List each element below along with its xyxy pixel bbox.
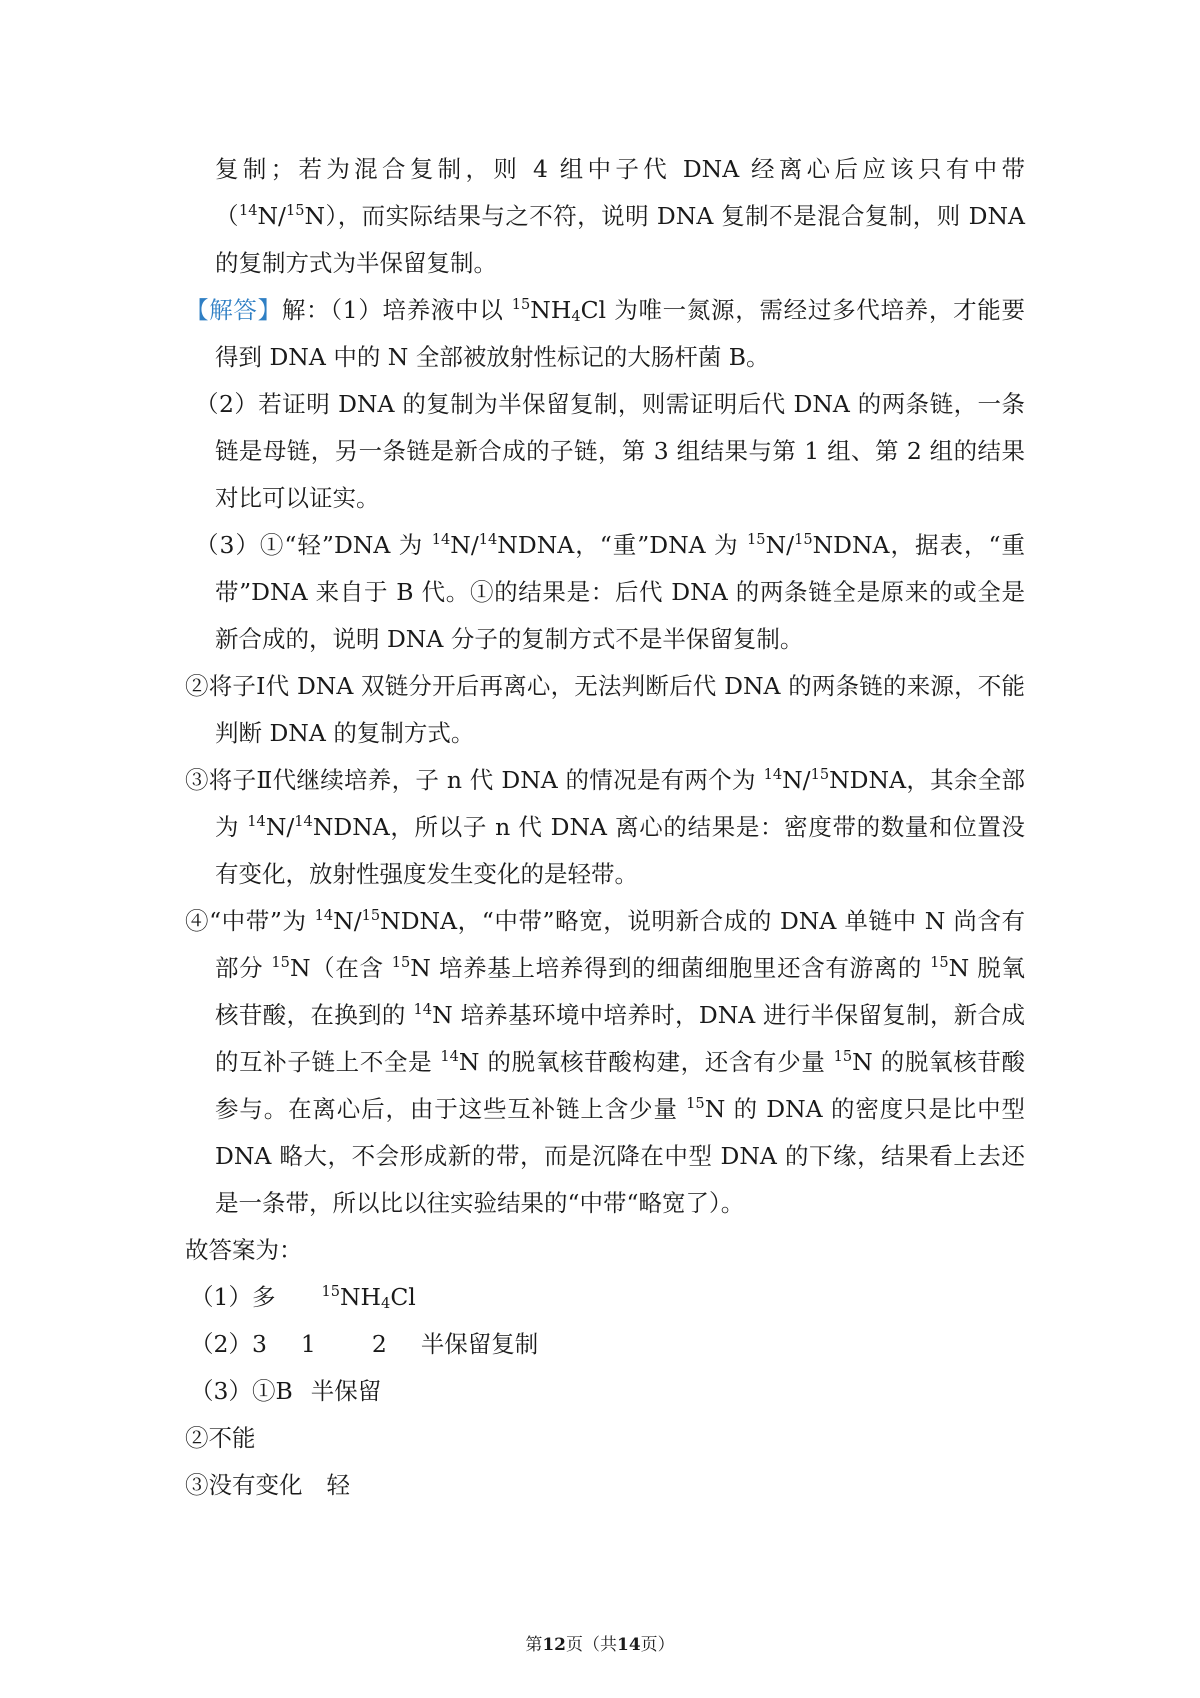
- text: NDNA，“重”DNA 为: [497, 531, 748, 559]
- superscript: 15: [686, 1094, 705, 1112]
- text: N/: [782, 766, 811, 794]
- superscript: 15: [747, 530, 766, 548]
- paragraph-previous-continuation: [185, 146, 1025, 287]
- text: 解：（1）培养液中以: [281, 296, 512, 324]
- superscript: 15: [321, 1282, 340, 1300]
- superscript: 14: [247, 812, 266, 830]
- text: N/: [265, 813, 295, 841]
- superscript: 15: [285, 201, 305, 219]
- text: ③没有变化: [185, 1471, 303, 1499]
- text: N 的脱氧核苷酸参与。在离心后，由于这些互补链上含少量: [215, 1048, 1025, 1123]
- page-footer: [0, 1630, 1200, 1655]
- superscript: 15: [794, 530, 813, 548]
- text: N 培养基上培养得到的细菌细胞里还含有游离的: [410, 954, 931, 982]
- answer-line-2: [185, 1321, 1025, 1368]
- text: 半保留复制: [420, 1330, 539, 1358]
- text: 页）: [640, 1635, 675, 1655]
- paragraph-answer-3: [185, 522, 1025, 663]
- superscript: 15: [930, 953, 949, 971]
- text: N/: [450, 531, 479, 559]
- text: Cl 为唯一氮源，需经过多代培养，才能要得到 DNA 中的 N 全部被放射性标记的大肠杆菌 B。: [215, 296, 1025, 371]
- paragraph-answer-1: [185, 287, 1025, 381]
- text: NH: [530, 296, 572, 324]
- superscript: 14: [478, 530, 498, 548]
- paragraph-answer-6: [185, 898, 1025, 1227]
- total-pages: 14: [617, 1635, 641, 1655]
- answer-line-1: [185, 1274, 1025, 1321]
- text: N 培养基环境中培养时，DNA 进行半保留复制，新合成的互补子链上不全是: [215, 1001, 1025, 1076]
- conclusion-heading: 故答案为：: [185, 1236, 303, 1264]
- superscript: 15: [361, 906, 381, 924]
- text: 页（共: [566, 1635, 617, 1655]
- superscript: 15: [511, 295, 531, 313]
- paragraph-answer-4: ②将子Ⅰ代 DNA 双链分开后再离心，无法判断后代 DNA 的两条链的来源，不能判断 DNA 的复制方式。: [185, 672, 1025, 747]
- superscript: 14: [314, 906, 334, 924]
- text: NH: [339, 1283, 382, 1311]
- text: 2: [371, 1330, 387, 1358]
- text: （3）①B: [190, 1377, 293, 1405]
- superscript: 14: [431, 530, 451, 548]
- text: NDNA，“中带”略宽，说明新合成的 DNA 单链中 N 尚含有部分: [215, 907, 1025, 982]
- superscript: 14: [238, 201, 258, 219]
- superscript: 14: [294, 812, 313, 830]
- text: NDNA，据表，“重带”DNA 来自于 B 代。①的结果是：后代 DNA 的两条链全是原来的或全是新合成的，说明 DNA 分子的复制方式不是半保留复制。: [215, 531, 1026, 653]
- text: NDNA，所以子 n 代 DNA 离心的结果是：密度带的数量和位置没有变化，放射性强度发生变化的是轻带。: [215, 813, 1025, 888]
- answer-label: 【解答】: [185, 296, 282, 324]
- superscript: 14: [413, 1000, 433, 1018]
- text: N/: [765, 531, 795, 559]
- superscript: 15: [833, 1047, 853, 1065]
- text: 复制；若为混合复制，则 4 组中子代 DNA 经离心后应该只有中带（: [215, 155, 1025, 230]
- paragraph-answer-5: [185, 757, 1025, 898]
- text: 半保留: [310, 1377, 382, 1405]
- text: ④“中带”为: [185, 907, 315, 935]
- paragraph-answer-2: （2）若证明 DNA 的复制为半保留复制，则需证明后代 DNA 的两条链，一条链是母链，另一条链是新合成的子链，第 3 组结果与第 1 组、第 2 组的结果对比可以证实。: [195, 390, 1025, 512]
- answer-line-4: ②不能: [185, 1424, 256, 1452]
- text: Cl: [390, 1283, 416, 1311]
- superscript: 15: [810, 765, 830, 783]
- answer-line-5: [185, 1462, 1025, 1509]
- text: N/: [333, 907, 362, 935]
- text: （1）多: [190, 1283, 276, 1311]
- text: NDNA，其余全部为: [215, 766, 1025, 841]
- text: 第: [525, 1635, 543, 1655]
- page-content: [185, 146, 1025, 1509]
- superscript: 15: [391, 953, 411, 971]
- text: N 脱氧核苷酸，在换到的: [215, 954, 1025, 1029]
- answer-line-3: [185, 1368, 1025, 1415]
- text: N/: [257, 202, 286, 230]
- page-number: 12: [542, 1635, 566, 1655]
- text: 轻: [326, 1471, 350, 1499]
- text: N 的脱氧核苷酸构建，还含有少量: [458, 1048, 834, 1076]
- text: （3）①“轻”DNA 为: [195, 531, 432, 559]
- subscript: 4: [381, 1295, 391, 1313]
- text: N（在含: [289, 954, 392, 982]
- superscript: 14: [763, 765, 783, 783]
- superscript: 14: [440, 1047, 459, 1065]
- text: N 的 DNA 的密度只是比中型 DNA 略大，不会形成新的带，而是沉降在中型 DNA 的下缘，结果看上去还是一条带，所以比以往实验结果的“中带“略宽了）。: [215, 1095, 1025, 1217]
- text: 1: [300, 1330, 316, 1358]
- text: （2）3: [190, 1330, 267, 1358]
- text: N），而实际结果与之不符，说明 DNA 复制不是混合复制，则 DNA 的复制方式为半保留复制。: [215, 202, 1025, 277]
- subscript: 4: [571, 308, 581, 326]
- superscript: 15: [271, 953, 290, 971]
- text: ③将子Ⅱ代继续培养，子 n 代 DNA 的情况是有两个为: [185, 766, 764, 794]
